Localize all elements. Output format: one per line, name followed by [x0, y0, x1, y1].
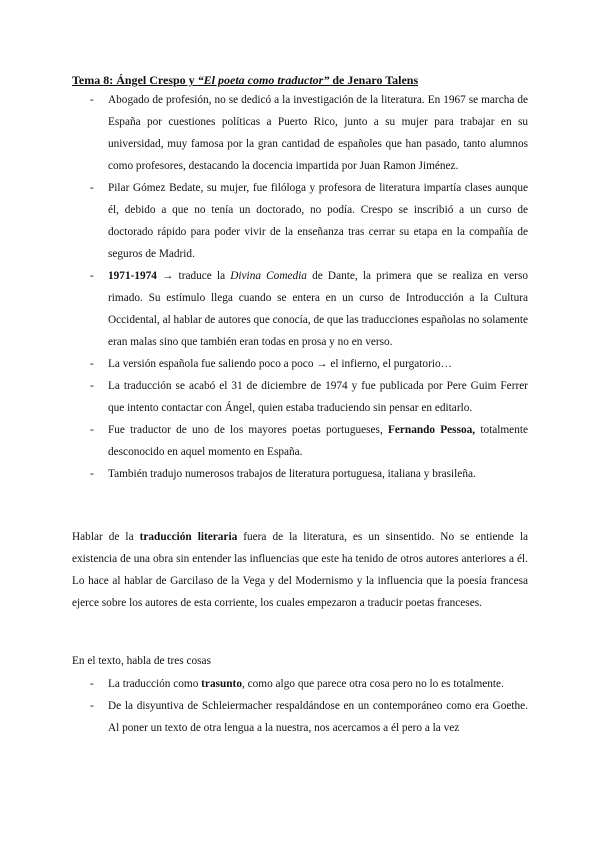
key-term: trasunto	[201, 678, 242, 690]
three-points-list	[72, 673, 528, 739]
list-item-text: De la disyuntiva de Schleiermacher respaldándose en un contemporáneo como era Goethe. Al poner un texto de otra lengua a la nuestra, nos acercamos a él pero a la vez	[108, 700, 528, 734]
paragraph-intro: En el texto, habla de tres cosas	[72, 655, 211, 667]
list-item-text: → traduce la	[156, 270, 231, 282]
list-item	[72, 177, 528, 265]
years-label: 1971-1974	[108, 270, 157, 282]
list-item-text: La traducción como	[108, 678, 202, 690]
list-item-text: , como algo que parece otra cosa pero no lo es totalmente.	[241, 678, 504, 690]
list-item	[72, 673, 528, 695]
bullet-dash: -	[90, 270, 94, 282]
list-item-text: Abogado de profesión, no se dedicó a la investigación de la literatura. En 1967 se marcha de España por cuestiones políticas a Puerto Rico, junto a su mujer para trabajar en su universidad, muy famosa por la gran cantidad de españoles que han pasado, tanto alumnos como profesores, destacando la docencia impartida por Juan Ramon Jiménez.	[108, 94, 528, 172]
bullet-dash: -	[90, 94, 94, 106]
list-item-text: Pilar Gómez Bedate, su mujer, fue filóloga y profesora de literatura impartía clases aunque él, debido a que no tenía un doctorado, no podía. Crespo se inscribió a un curso de doctorado rápido para poder vivir de la enseñanza tras cerrar su etapa en la compañía de seguros de Madrid.	[108, 182, 528, 260]
bullet-dash: -	[90, 678, 94, 690]
key-term: traducción literaria	[139, 531, 238, 543]
bullet-dash: -	[90, 380, 94, 392]
list-item-text: de Dante, la primera que se realiza en verso rimado. Su estímulo llega cuando se entera en un curso de Introducción a la Cultura Occidental, al hablar de autores que conocía, de que las traducciones españolas no solamente eran malas sino que también eran todas en prosa y no en verso.	[108, 270, 529, 348]
biography-list	[72, 89, 528, 485]
bullet-dash: -	[90, 424, 94, 436]
list-item-text: totalmente desconocido en aquel momento en España.	[108, 424, 528, 458]
bullet-dash: -	[90, 182, 94, 194]
title-italic-work: “El poeta como traductor”	[197, 73, 330, 87]
paragraph-text: Hablar de la	[72, 531, 140, 543]
title-prefix: Tema 8: Ángel Crespo y	[72, 73, 198, 87]
list-item	[72, 89, 528, 177]
list-item-text: También tradujo numerosos trabajos de literatura portuguesa, italiana y brasileña.	[108, 468, 476, 480]
list-item	[72, 265, 528, 353]
bullet-dash: -	[90, 468, 94, 480]
title-suffix: de Jenaro Talens	[329, 73, 419, 87]
list-item	[72, 353, 528, 375]
list-item-text: Fue traductor de uno de los mayores poetas portugueses,	[108, 424, 388, 436]
page-title	[72, 72, 532, 88]
list-item-text: La traducción se acabó el 31 de diciembre de 1974 y fue publicada por Pere Guim Ferrer que intento contactar con Ángel, quien estaba traduciendo sin pensar en editarlo.	[108, 380, 528, 414]
list-item	[72, 695, 528, 739]
bullet-dash: -	[90, 358, 94, 370]
bullet-dash: -	[90, 700, 94, 712]
list-item	[72, 375, 528, 419]
paragraph-text: fuera de la literatura, es un sinsentido. No se entiende la existencia de una obra sin entender las influencias que este ha tenido de otros autores anteriores a él. Lo hace al hablar de Garcilaso de la Vega y del Modernismo y la influencia que la poesía francesa ejerce sobre los autores de esta corriente, los cuales empezaron a traducir poetas franceses.	[72, 531, 528, 609]
author-name: Fernando Pessoa,	[387, 424, 476, 436]
list-item	[72, 419, 528, 463]
paragraph-literary-translation	[72, 526, 528, 614]
work-title: Divina Comedia	[230, 270, 307, 282]
list-item	[72, 463, 528, 485]
list-item-text: La versión española fue saliendo poco a poco → el infierno, el purgatorio…	[108, 358, 452, 370]
